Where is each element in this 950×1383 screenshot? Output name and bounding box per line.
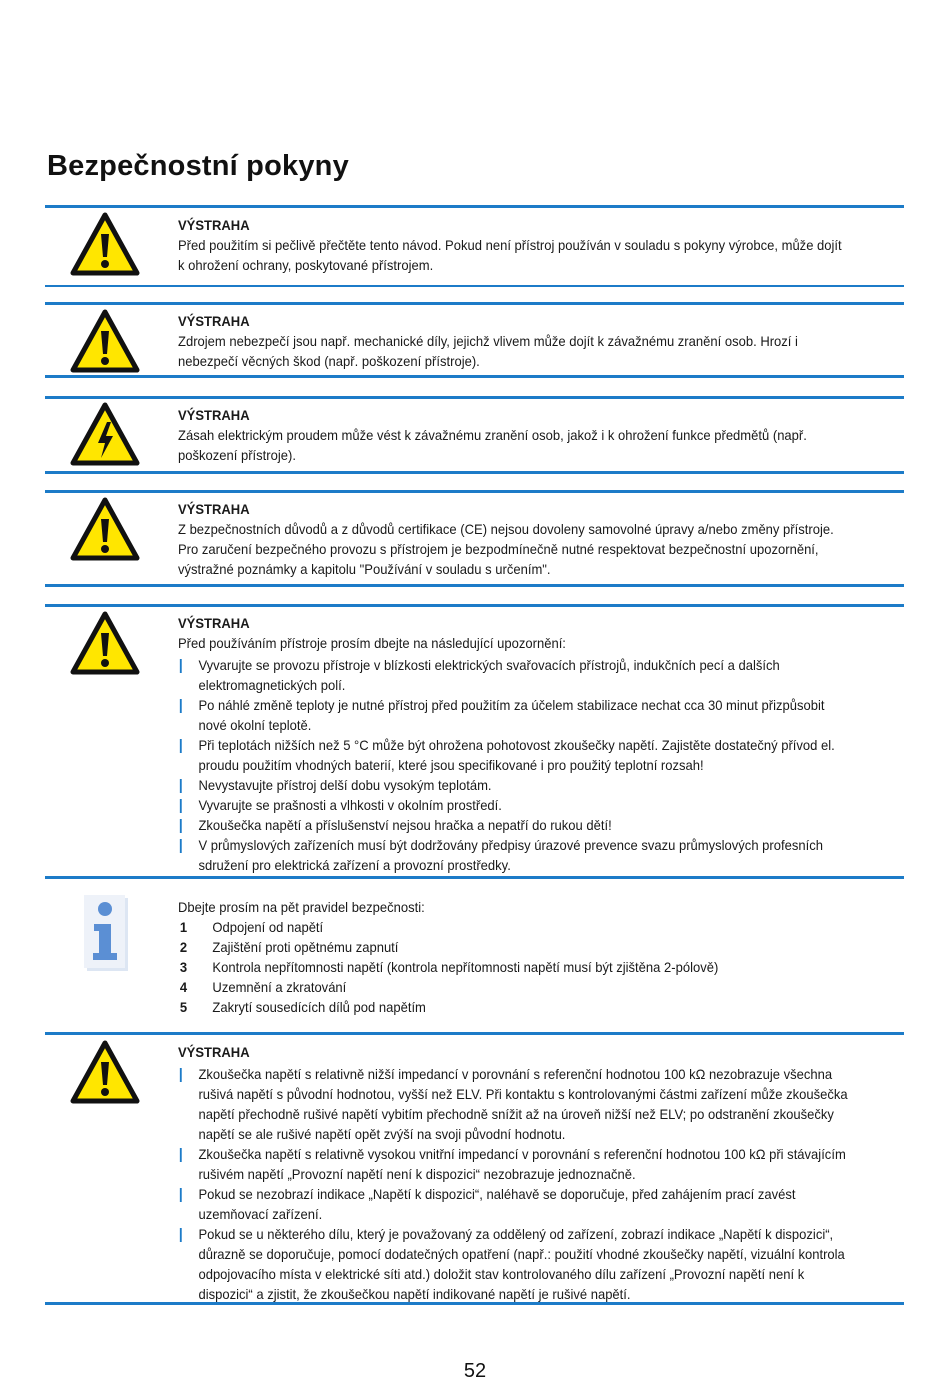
warning-exclamation-icon — [70, 497, 140, 561]
section-divider — [45, 584, 904, 587]
rule-text: Kontrola nepřítomnosti napětí (kontrola nepřítomnosti napětí musí být zjištěna 2-pólově) — [212, 959, 719, 975]
rule-number: 3 — [179, 959, 188, 975]
list-item: Nevystavujte přístroj delší dobu vysokým teplotám. — [178, 775, 851, 795]
list-item: Při teplotách nižších než 5 °C může být ohrožena pohotovost zkoušečky napětí. Zajistěte dostatečný přívod el. proudu použitím vhodných baterií, které jsou specifikované i pro použitý teplotní rozsah! — [178, 735, 851, 775]
safety-rule — [178, 937, 851, 957]
warning-list — [178, 1064, 851, 1304]
section-divider — [45, 375, 904, 378]
warning-heading: VÝSTRAHA — [178, 313, 250, 329]
safety-rules-list — [178, 917, 851, 1017]
warning-heading: VÝSTRAHA — [178, 501, 250, 517]
rule-text: Zakrytí sousedících dílů pod napětím — [212, 999, 426, 1015]
info-intro: Dbejte prosím na pět pravidel bezpečnosti: — [178, 899, 425, 915]
rule-number: 4 — [179, 979, 188, 995]
section-divider — [45, 205, 904, 208]
warning-block-5 — [178, 613, 851, 875]
warning-text: Z bezpečnostních důvodů a z důvodů certifikace (CE) nejsou dovoleny samovolné úpravy a/nebo změny přístroje. Pro zaručení bezpečného provozu s přístrojem je bezpodmínečně nutné respektovat bezpečnostní upozornění, výstražné poznámky a kapitolu "Používání v souladu s určením". — [178, 521, 834, 577]
section-divider — [45, 285, 904, 287]
list-item: Po náhlé změně teploty je nutné přístroj před použitím za účelem stabilizace nechat cca 30 minut přizpůsobit nové okolní teplotě. — [178, 695, 851, 735]
warning-list — [178, 655, 851, 875]
rule-text: Odpojení od napětí — [212, 919, 324, 935]
section-divider — [45, 876, 904, 879]
warning-heading: VÝSTRAHA — [178, 407, 250, 423]
section-divider — [45, 604, 904, 607]
safety-rule — [178, 957, 851, 977]
warning-heading: VÝSTRAHA — [178, 217, 250, 233]
warning-block-6 — [178, 1042, 851, 1304]
warning-heading: VÝSTRAHA — [178, 1044, 250, 1060]
warning-text: Zásah elektrickým proudem může vést k závažnému zranění osob, jakož i k ohrožení funkce předmětů (např. poškození přístroje). — [178, 427, 807, 463]
rule-text: Zajištění proti opětnému zapnutí — [212, 939, 399, 955]
list-item: Zkoušečka napětí s relativně nižší impedancí v porovnání s referenční hodnotou 100 kΩ nezobrazuje všechna rušivá napětí s původní hodnotou, vyšší než ELV. Při kontaktu s kontrolovanými částmi zařízení může zkoušečka napětí přechodně rušivé napětí vybitím přechodně snížit až na úroveň nižší než ELV; po odstranění zkoušečky napětí se ale rušivé napětí opět zvýší na svoji původní hodnotu. — [178, 1064, 851, 1144]
list-item: Vyvarujte se prašnosti a vlhkosti v okolním prostředí. — [178, 795, 851, 815]
warning-block-4 — [178, 499, 851, 579]
rule-number: 5 — [179, 999, 188, 1015]
warning-exclamation-icon — [70, 309, 140, 373]
list-item: Pokud se nezobrazí indikace „Napětí k dispozici“, naléhavě se doporučuje, před zahájením prací zavést uzemňovací zařízení. — [178, 1184, 851, 1224]
page-title: Bezpečnostní pokyny — [47, 150, 349, 182]
rule-number: 1 — [179, 919, 188, 935]
section-divider — [45, 490, 904, 493]
warning-text: Před použitím si pečlivě přečtěte tento návod. Pokud není přístroj používán v souladu s pokyny výrobce, může dojít k ohrožení ochrany, poskytované přístrojem. — [178, 237, 842, 273]
rule-number: 2 — [179, 939, 188, 955]
warning-intro: Před používáním přístroje prosím dbejte na následující upozornění: — [178, 635, 566, 651]
warning-heading: VÝSTRAHA — [178, 615, 250, 631]
warning-text: Zdrojem nebezpečí jsou např. mechanické díly, jejichž vlivem může dojít k závažnému zranění osob. Hrozí i nebezpečí věcných škod (např. poškození přístroje). — [178, 333, 798, 369]
list-item: V průmyslových zařízeních musí být dodržovány předpisy úrazové prevence svazu průmyslových profesních sdružení pro elektrická zařízení a provozní prostředky. — [178, 835, 851, 875]
list-item: Zkoušečka napětí s relativně vysokou vnitřní impedancí v porovnání s referenční hodnotou 100 kΩ při stávajícím rušivém napětí „Provozní napětí není k dispozici“ nezobrazuje jednoznačně. — [178, 1144, 851, 1184]
safety-rule — [178, 977, 851, 997]
info-icon — [84, 895, 128, 971]
safety-rule — [178, 917, 851, 937]
section-divider — [45, 302, 904, 305]
list-item: Pokud se u některého dílu, který je považovaný za oddělený od zařízení, zobrazí indikace „Napětí k dispozici“, důrazně se doporučuje, pomocí dodatečných opatření (např.: použití vhodné zkoušečky napětí, vizuální kontrola odpojovacího místa v elektrické síti atd.) doložit stav kontrolovaného dílu zařízení „Provozní napětí není k dispozici“ a zjistit, že zkoušečkou napětí indikované napětí je rušivé napětí. — [178, 1224, 851, 1304]
info-block — [178, 897, 851, 1017]
warning-exclamation-icon — [70, 212, 140, 276]
list-item: Zkoušečka napětí a příslušenství nejsou hračka a nepatří do rukou dětí! — [178, 815, 851, 835]
page-number: 52 — [463, 1360, 487, 1382]
warning-block-3 — [178, 405, 851, 465]
warning-high-voltage-icon — [70, 402, 140, 466]
safety-rule — [178, 997, 851, 1017]
warning-block-1 — [178, 215, 851, 275]
section-divider — [45, 471, 904, 474]
section-divider — [45, 396, 904, 399]
list-item: Vyvarujte se provozu přístroje v blízkosti elektrických svařovacích přístrojů, indukčních pecí a dalších elektromagnetických polí. — [178, 655, 851, 695]
warning-block-2 — [178, 311, 851, 371]
rule-text: Uzemnění a zkratování — [212, 979, 347, 995]
section-divider — [45, 1032, 904, 1035]
warning-exclamation-icon — [70, 611, 140, 675]
warning-exclamation-icon — [70, 1040, 140, 1104]
